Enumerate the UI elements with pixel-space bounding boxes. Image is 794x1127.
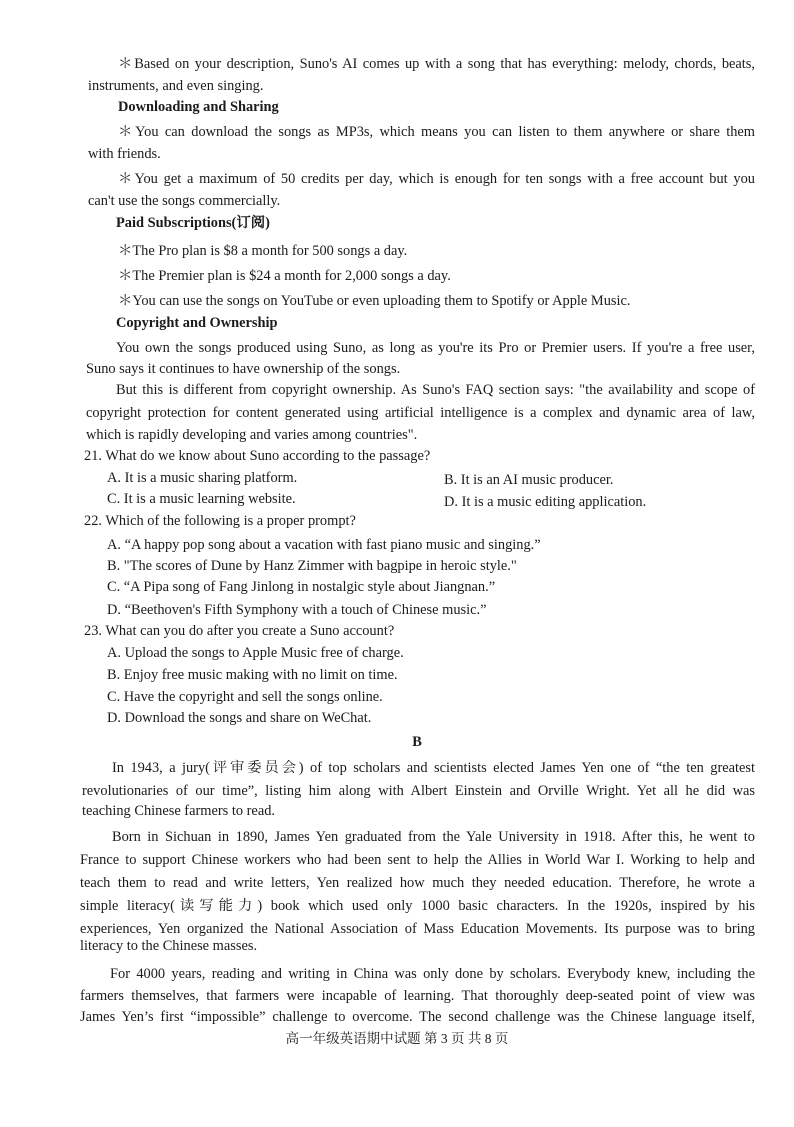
- q23-option-c: C. Have the copyright and sell the songs online.: [107, 689, 383, 705]
- q23-option-d: D. Download the songs and share on WeChat.: [107, 710, 372, 726]
- q21-option-a: A. It is a music sharing platform.: [107, 470, 298, 486]
- b-para3-line2: farmers themselves, that farmers were incapable of learning. That thoroughly deep-seated point of view was: [80, 988, 755, 1004]
- page-footer: 高一年级英语期中试题 第 3 页 共 8 页: [285, 1031, 509, 1046]
- q21-option-c: C. It is a music learning website.: [107, 491, 296, 507]
- credits-bullet-line2: can't use the songs commercially.: [88, 193, 281, 209]
- ownership-para-line2: Suno says it continues to have ownership of the songs.: [86, 361, 401, 377]
- q22-option-a: A. “A happy pop song about a vacation with fast piano music and singing.”: [107, 537, 541, 553]
- ownership-para-line1: You own the songs produced using Suno, as long as you're its Pro or Premier users. If you're a free user,: [116, 340, 755, 356]
- heading-copyright-ownership: Copyright and Ownership: [116, 315, 278, 331]
- heading-paid-subscriptions: Paid Subscriptions(订阅): [116, 215, 270, 231]
- b-para2-line1: Born in Sichuan in 1890, James Yen graduated from the Yale University in 1918. After this, he went to: [112, 829, 755, 845]
- b-para3-line1: For 4000 years, reading and writing in China was only done by scholars. Everybody knew, including the: [110, 966, 755, 982]
- b-para1-line3: teaching Chinese farmers to read.: [82, 803, 275, 819]
- youtube-bullet: ＊You can use the songs on YouTube or even uploading them to Spotify or Apple Music.: [118, 293, 631, 309]
- copyright-para-line2: copyright protection for content generated using artificial intelligence is a complex and dynamic area of law,: [86, 405, 755, 421]
- q22-stem: 22. Which of the following is a proper prompt?: [84, 513, 356, 529]
- q22-option-d: D. “Beethoven's Fifth Symphony with a touch of Chinese music.”: [107, 602, 487, 618]
- download-bullet-line2: with friends.: [88, 146, 161, 162]
- heading-downloading-sharing: Downloading and Sharing: [118, 99, 279, 115]
- q23-option-a: A. Upload the songs to Apple Music free of charge.: [107, 645, 404, 661]
- q23-stem: 23. What can you do after you create a Suno account?: [84, 623, 395, 639]
- q21-option-b: B. It is an AI music producer.: [444, 472, 614, 488]
- suno-ai-bullet-line1: ＊Based on your description, Suno's AI comes up with a song that has everything: melody, chords, beats,: [118, 56, 755, 72]
- suno-ai-bullet-line2: instruments, and even singing.: [88, 78, 264, 94]
- b-para1-line1: In 1943, a jury(评审委员会) of top scholars and scientists elected James Yen one of “the ten greatest: [112, 760, 755, 776]
- pro-plan-bullet: ＊The Pro plan is $8 a month for 500 songs a day.: [118, 243, 408, 259]
- q21-option-d: D. It is a music editing application.: [444, 494, 647, 510]
- q21-stem: 21. What do we know about Suno according to the passage?: [84, 448, 431, 464]
- credits-bullet-line1: ＊You get a maximum of 50 credits per day, which is enough for ten songs with a free account but you: [118, 171, 755, 187]
- b-para1-line2: revolutionaries of our time”, listing him along with Albert Einstein and Orville Wright. Yet all he did was: [82, 783, 755, 799]
- q22-option-b: B. "The scores of Dune by Hanz Zimmer with bagpipe in heroic style.": [107, 558, 517, 574]
- b-para2-line3: teach them to read and write letters, Yen realized how much they needed education. Therefore, he wrote a: [80, 875, 755, 891]
- premier-plan-bullet: ＊The Premier plan is $24 a month for 2,000 songs a day.: [118, 268, 451, 284]
- q22-option-c: C. “A Pipa song of Fang Jinlong in nostalgic style about Jiangnan.”: [107, 579, 496, 595]
- q23-option-b: B. Enjoy free music making with no limit on time.: [107, 667, 398, 683]
- download-bullet-line1: ＊You can download the songs as MP3s, which means you can listen to them anywhere or share them: [118, 124, 755, 140]
- b-para2-line5: experiences, Yen organized the National Association of Mass Education Movements. Its purpose was to bring: [80, 921, 755, 937]
- section-b-title: B: [412, 734, 422, 750]
- copyright-para-line1: But this is different from copyright ownership. As Suno's FAQ section says: "the availability and scope of: [116, 382, 755, 398]
- b-para2-line6: literacy to the Chinese masses.: [80, 938, 258, 954]
- b-para2-line2: France to support Chinese workers who had been sent to help the Allies in World War I. Working to help and: [80, 852, 755, 868]
- b-para2-line4: simple literacy(读写能力) book which used only 1000 basic characters. In the 1920s, inspired by his: [80, 898, 755, 914]
- copyright-para-line3: which is rapidly developing and varies among countries".: [86, 427, 418, 443]
- b-para3-line3: James Yen’s first “impossible” challenge to overcome. The second challenge was the Chinese language itself,: [80, 1009, 755, 1025]
